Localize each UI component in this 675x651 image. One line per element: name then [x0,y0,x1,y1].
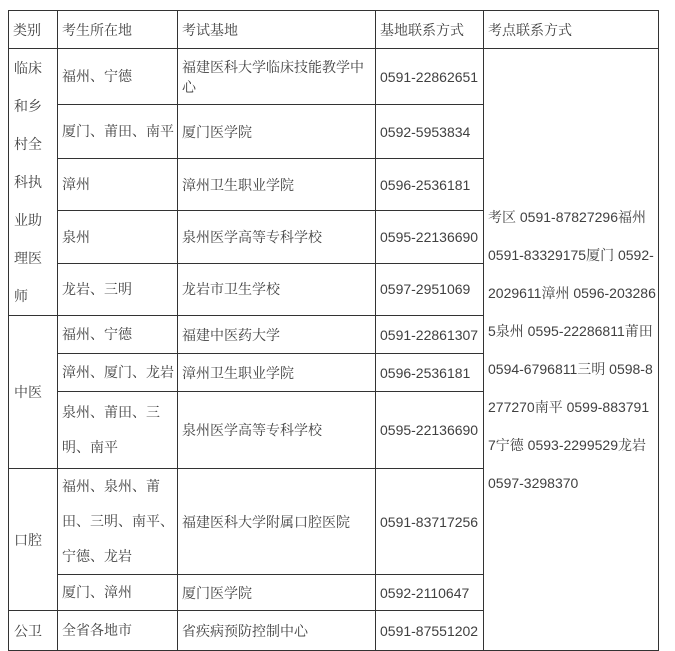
cell-exam-base: 漳州卫生职业学院 [178,159,376,211]
cell-location: 厦门、漳州 [58,575,178,611]
cell-exam-base: 漳州卫生职业学院 [178,354,376,392]
cell-exam-base: 泉州医学高等专科学校 [178,211,376,263]
cell-site-contact: 考区 0591-87827296福州 0591-83329175厦门 0592-2029611漳州 0596-2032865泉州 0595-22286811莆田 0594-6796811三明 0598-8277270南平 0599-8837917宁德 0593-2299529龙岩 0597-3298370 [484,49,659,651]
cell-location: 漳州 [58,159,178,211]
cell-category-clinical: 临床和乡村全科执业助理医师 [9,49,58,316]
cell-base-phone: 0596-2536181 [376,159,484,211]
cell-category-public-health: 公卫 [9,611,58,651]
cell-category-dental: 口腔 [9,469,58,611]
cell-exam-base: 龙岩市卫生学校 [178,263,376,315]
cell-base-phone: 0591-87551202 [376,611,484,651]
cell-location: 福州、宁德 [58,49,178,105]
cell-category-tcm: 中医 [9,316,58,469]
cell-exam-base: 福建医科大学附属口腔医院 [178,469,376,575]
cell-base-phone: 0591-22862651 [376,49,484,105]
column-header-category: 类别 [9,11,58,49]
cell-location: 泉州 [58,211,178,263]
cell-location: 全省各地市 [58,611,178,651]
cell-location: 漳州、厦门、龙岩 [58,354,178,392]
cell-location: 厦门、莆田、南平 [58,105,178,159]
cell-exam-base: 厦门医学院 [178,105,376,159]
column-header-exam-base: 考试基地 [178,11,376,49]
cell-exam-base: 泉州医学高等专科学校 [178,392,376,469]
cell-base-phone: 0592-5953834 [376,105,484,159]
cell-base-phone: 0591-83717256 [376,469,484,575]
cell-location: 福州、宁德 [58,316,178,354]
cell-exam-base: 厦门医学院 [178,575,376,611]
cell-exam-base: 福建医科大学临床技能教学中心 [178,49,376,105]
cell-exam-base: 省疾病预防控制中心 [178,611,376,651]
exam-contact-table [8,10,659,651]
column-header-site-contact: 考点联系方式 [484,11,659,49]
cell-location: 泉州、莆田、三明、南平 [58,392,178,469]
column-header-base-contact: 基地联系方式 [376,11,484,49]
cell-base-phone: 0592-2110647 [376,575,484,611]
cell-base-phone: 0591-22861307 [376,316,484,354]
column-header-location: 考生所在地 [58,11,178,49]
cell-base-phone: 0596-2536181 [376,354,484,392]
cell-base-phone: 0597-2951069 [376,263,484,315]
cell-exam-base: 福建中医药大学 [178,316,376,354]
cell-base-phone: 0595-22136690 [376,211,484,263]
cell-base-phone: 0595-22136690 [376,392,484,469]
header-row [9,11,659,49]
cell-location: 龙岩、三明 [58,263,178,315]
table-row [9,49,659,105]
cell-location: 福州、泉州、莆田、三明、南平、宁德、龙岩 [58,469,178,575]
